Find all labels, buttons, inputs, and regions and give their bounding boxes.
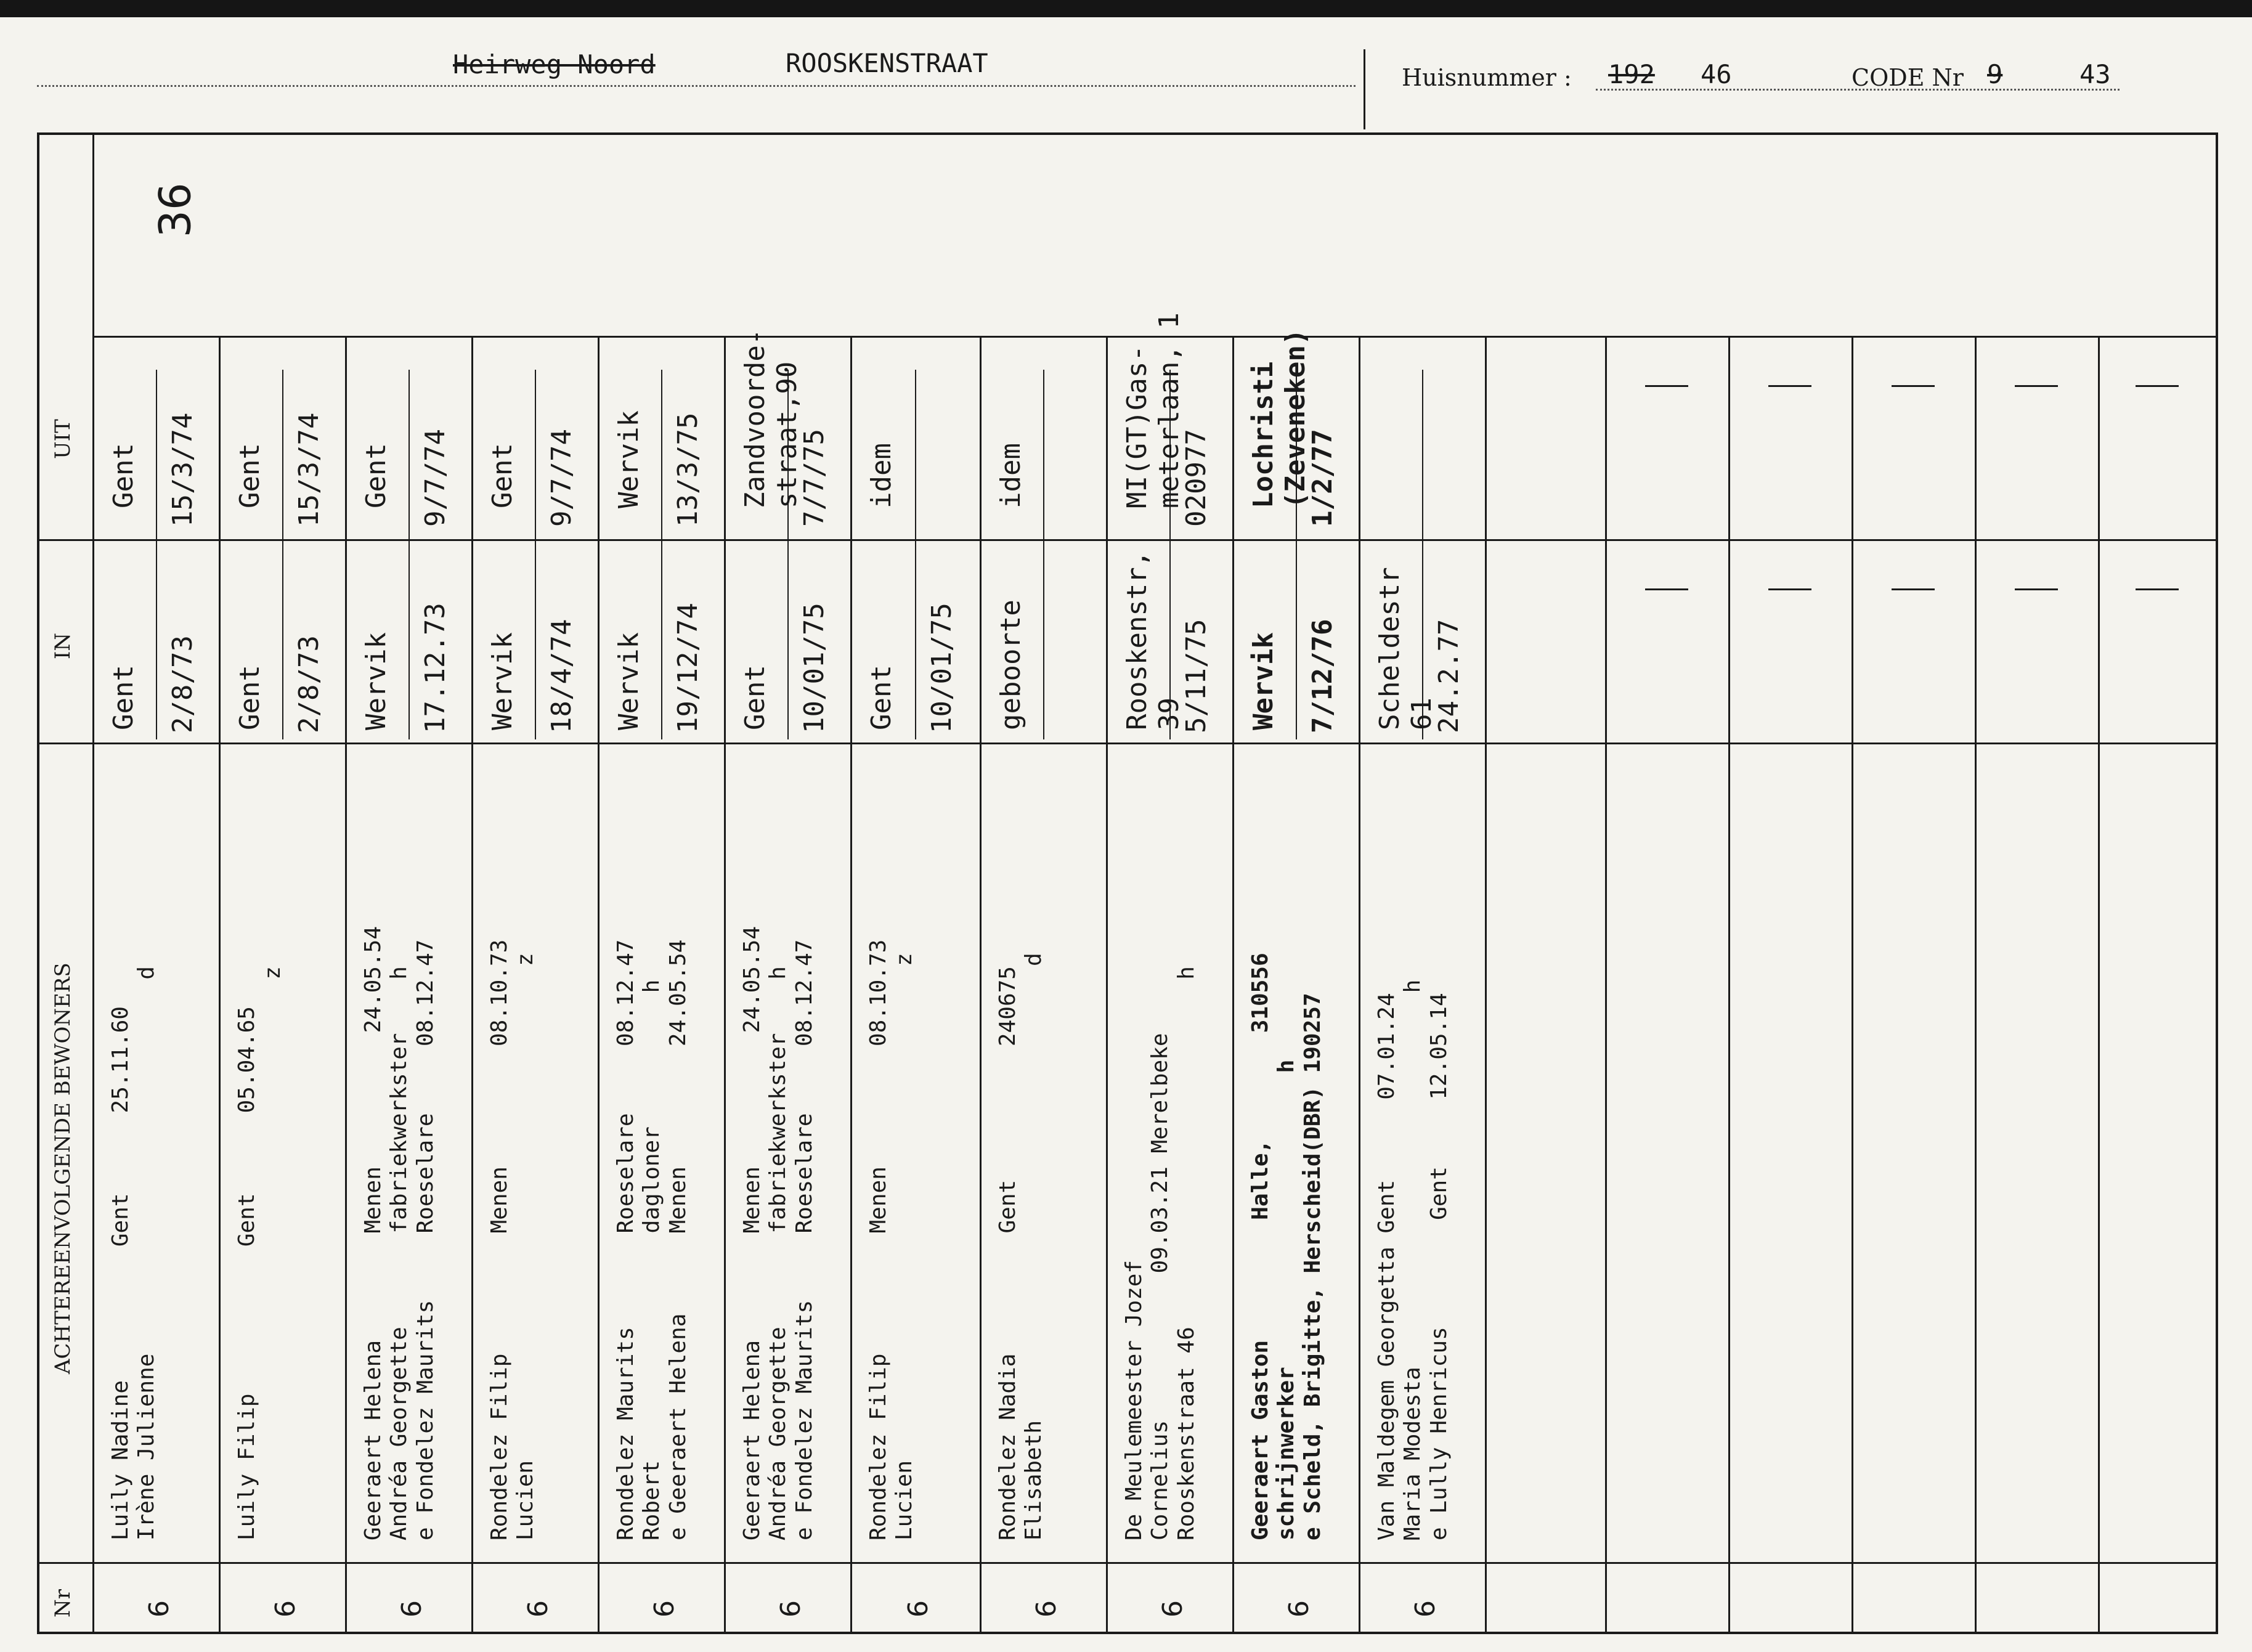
uit-place: MI(GT)Gas- meterlaan, 1 [1121, 312, 1185, 508]
column-divider [1975, 336, 1977, 1634]
code-label: CODE Nr [1852, 64, 1964, 91]
column-divider [471, 336, 473, 1634]
empty-dash [2136, 385, 2179, 387]
empty-dash [1645, 588, 1688, 590]
in-date: 18/4/74 [546, 619, 577, 733]
uit-place: Wervik [613, 410, 644, 508]
uit-date: 15/3/74 [167, 412, 198, 527]
scan-top-edge [0, 0, 2252, 17]
resident-entry: Geeraert Gaston Halle, 310556 schrijnwerker h e Scheld, Brigitte, Herscheid(DBR) 190257 [1248, 953, 1325, 1540]
in-place: Gent [234, 665, 266, 730]
resident-entry: Rondelez Nadia Gent 240675 Elisabeth d [995, 953, 1047, 1540]
empty-dash [1768, 385, 1811, 387]
resident-entry: Rondelez Filip Menen 08.10.73 Lucien z [487, 939, 539, 1540]
resident-entry: De Meulemeester Jozef Cornelius 09.03.21 Merelbeke Rooskenstraat 46 h [1121, 966, 1199, 1540]
date-subdivider [409, 370, 410, 739]
uit-place: Gent [487, 443, 518, 508]
house-label: Huisnummer : [1402, 64, 1572, 91]
resident-entry: Rondelez Filip Menen 08.10.73 Lucien z [866, 939, 917, 1540]
in-place: Wervik [1248, 632, 1279, 730]
row-number: 6 [775, 1600, 807, 1617]
in-date: 5/11/75 [1181, 619, 1212, 733]
empty-dash [2136, 588, 2179, 590]
row-number: 6 [522, 1600, 554, 1617]
row-number: 6 [1283, 1600, 1315, 1617]
row-number: 6 [649, 1600, 680, 1617]
in-date: 24.2.77 [1433, 619, 1465, 733]
resident-entry: Luily Nadine Gent 25.11.60 Irène Julienne d [108, 966, 160, 1540]
handwritten-note: 36 [150, 182, 201, 238]
in-date: 10/01/75 [926, 603, 957, 733]
uit-date: 020977 [1181, 429, 1212, 527]
uit-date: 7/7/75 [799, 429, 830, 527]
row-number: 6 [903, 1600, 934, 1617]
street-old: Heirweg Noord [453, 49, 656, 79]
column-divider [1232, 336, 1234, 1634]
empty-dash [1892, 385, 1935, 387]
empty-dash [1645, 385, 1688, 387]
resident-entry: Van Maldegem Georgetta Gent 07.01.24 Maria Modesta h e Lully Henricus Gent 12.05.14 [1374, 979, 1452, 1540]
row-number: 6 [396, 1600, 428, 1617]
date-subdivider [661, 370, 662, 739]
col-residents-label: ACHTEREENVOLGENDE BEWONERS [51, 962, 75, 1374]
date-subdivider [282, 370, 283, 739]
uit-place: idem [995, 443, 1026, 508]
date-subdivider [156, 370, 157, 739]
uit-date: 9/7/74 [546, 429, 577, 527]
uit-date: 9/7/74 [420, 429, 451, 527]
uit-place: Gent [234, 443, 266, 508]
uit-date: 1/2/77 [1307, 429, 1338, 527]
resident-entry: Geeraert Helena Menen 24.05.54 Andréa Georgette fabriekwerkster h e Fondelez Maurits Roeselare 08.12.47 [360, 926, 438, 1540]
uit-place: Lochristi (Zeveneken) [1248, 328, 1311, 508]
uit-place: Zandvoorde- straat,90 [739, 328, 803, 508]
in-date: 2/8/73 [167, 635, 198, 733]
empty-dash [2015, 385, 2058, 387]
code-number: 43 [2079, 59, 2111, 89]
row-number: 6 [1031, 1600, 1062, 1617]
column-divider [219, 336, 221, 1634]
uit-date: 15/3/74 [293, 412, 325, 527]
in-date: 19/12/74 [672, 603, 704, 733]
in-place: Wervik [613, 632, 644, 730]
row-number: 6 [1157, 1600, 1189, 1617]
column-divider [1485, 336, 1487, 1634]
row-number: 6 [144, 1600, 175, 1617]
column-divider [1852, 336, 1853, 1634]
in-date: 2/8/73 [293, 635, 325, 733]
column-divider [2098, 336, 2100, 1634]
column-divider [850, 336, 852, 1634]
column-divider [1728, 336, 1730, 1634]
in-date: 7/12/76 [1307, 619, 1338, 733]
empty-dash [1768, 588, 1811, 590]
uit-place: Gent [108, 443, 139, 508]
street-name: ROOSKENSTRAAT [786, 48, 988, 78]
date-subdivider [1043, 370, 1044, 739]
in-place: Gent [739, 665, 771, 730]
column-divider [1359, 336, 1360, 1634]
in-date: 17.12.73 [420, 603, 451, 733]
in-place: geboorte [995, 600, 1026, 730]
in-date: 10/01/75 [799, 603, 830, 733]
date-subdivider [915, 370, 916, 739]
col-nr-label: Nr [51, 1589, 75, 1617]
column-divider [724, 336, 726, 1634]
resident-entry: Geeraert Helena Menen 24.05.54 Andréa Georgette fabriekwerkster h e Fondelez Maurits Roeselare 08.12.47 [739, 926, 817, 1540]
date-subdivider [535, 370, 536, 739]
uit-date: 13/3/75 [672, 412, 704, 527]
in-place: Gent [866, 665, 897, 730]
in-place: Gent [108, 665, 139, 730]
street-dotline [37, 85, 1356, 87]
in-place: Wervik [487, 632, 518, 730]
empty-dash [1892, 588, 1935, 590]
in-place: Rooskenstr, 39 [1121, 550, 1185, 730]
number-dotline [1596, 89, 2120, 91]
in-place: Wervik [360, 632, 392, 730]
house-number: 46 [1701, 59, 1732, 89]
col-in-label: IN [51, 632, 75, 659]
column-divider [1106, 336, 1108, 1634]
empty-dash [2015, 588, 2058, 590]
header-divider [1364, 49, 1365, 129]
resident-entry: Luily Filip Gent 05.04.65 z [234, 966, 286, 1540]
house-old: 192 [1608, 59, 1655, 89]
column-divider [1605, 336, 1607, 1634]
row-number: 6 [1410, 1600, 1441, 1617]
code-old: 9 [1987, 59, 2003, 89]
column-divider [345, 336, 347, 1634]
in-place: Scheldestr 61 [1374, 567, 1437, 730]
uit-place: Gent [360, 443, 392, 508]
col-uit-label: UIT [51, 419, 75, 459]
column-divider [980, 336, 982, 1634]
row-number: 6 [270, 1600, 301, 1617]
column-divider [598, 336, 600, 1634]
uit-place: idem [866, 443, 897, 508]
resident-entry: Rondelez Maurits Roeselare 08.12.47 Robert dagloner h e Geeraert Helena Menen 24.05.54 [613, 939, 691, 1540]
